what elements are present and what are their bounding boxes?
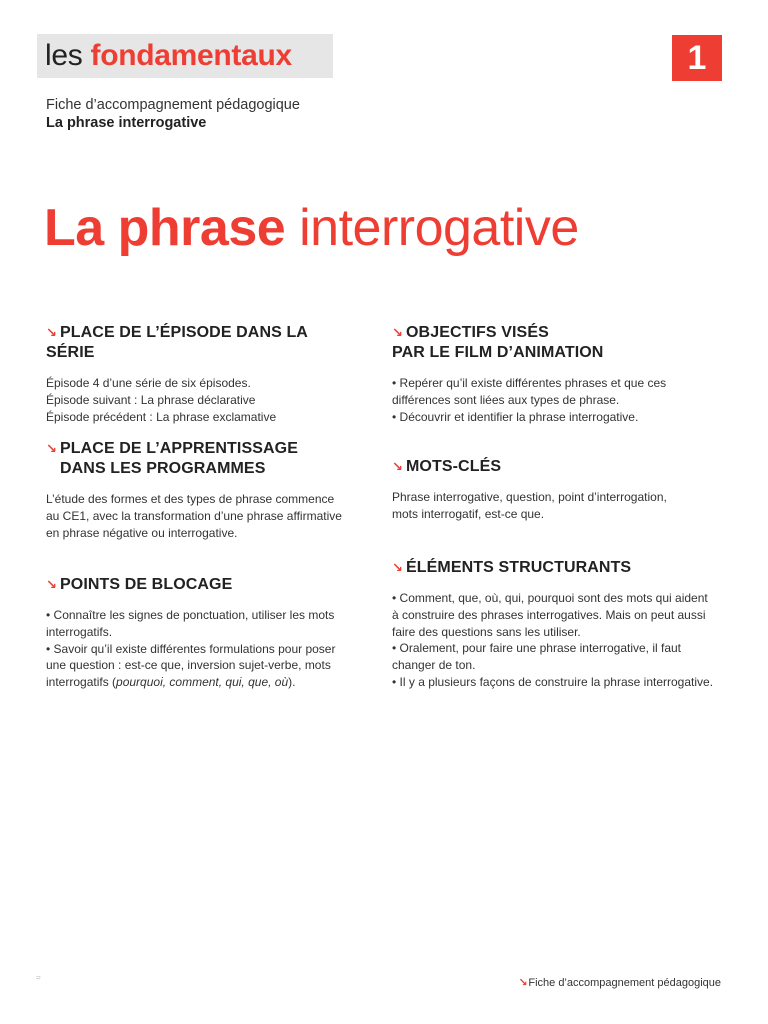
section-heading-text: ÉLÉMENTS STRUCTURANTS: [406, 559, 632, 576]
section-place-apprentissage: [46, 439, 356, 541]
body-line: mots interrogatif, est-ce que.: [392, 506, 545, 521]
section-heading-line1: OBJECTIFS VISÉS: [406, 324, 549, 341]
section-body: [46, 375, 356, 425]
body-line: • Découvrir et identifier la phrase interrogative.: [392, 409, 639, 424]
body-line: L’étude des formes et des types de phrase commence: [46, 492, 335, 506]
body-line: • Il y a plusieurs façons de construire la phrase interrogative.: [392, 674, 714, 689]
section-heading-text: POINTS DE BLOCAGE: [60, 576, 233, 593]
subtitle-line2: La phrase interrogative: [46, 115, 207, 131]
arrow-down-right-icon: ↘: [518, 977, 528, 989]
section-heading: [392, 323, 732, 363]
section-place-episode: [46, 323, 356, 425]
section-heading: [392, 457, 732, 477]
section-heading-line2: DANS LES PROGRAMMES: [60, 460, 266, 477]
section-elements-structurants: [392, 558, 732, 691]
body-line: • Comment, que, où, qui, pourquoi sont des mots qui aident: [392, 591, 708, 605]
section-heading: [46, 439, 356, 479]
page-title: [44, 196, 579, 260]
episode-number-badge: 1: [672, 35, 722, 81]
body-line: Épisode suivant : La phrase déclarative: [46, 392, 256, 407]
section-heading-line1: PLACE DE L’APPRENTISSAGE: [60, 440, 298, 457]
arrow-down-right-icon: ↘: [392, 459, 403, 474]
brand-logo: [37, 34, 333, 78]
section-heading: [392, 558, 732, 578]
section-heading-text: PLACE DE L’ÉPISODE DANS LA SÉRIE: [46, 324, 308, 361]
section-heading: [46, 575, 356, 595]
section-body: [46, 607, 356, 691]
body-line: • Savoir qu’il existe différentes formulations pour poser: [46, 641, 336, 656]
arrow-down-right-icon: ↘: [46, 325, 57, 340]
section-heading: [46, 323, 356, 363]
arrow-down-right-icon: ↘: [46, 577, 57, 592]
page-title-light: interrogative: [285, 199, 579, 257]
section-body: [392, 590, 732, 691]
brand-light-text: les: [45, 39, 91, 72]
body-line: à construire des phrases interrogatives. Mais on peut aussi: [392, 607, 706, 622]
subtitle-line1: Fiche d’accompagnement pédagogique: [46, 97, 300, 113]
body-line: • Oralement, pour faire une phrase interrogative, il faut: [392, 641, 682, 656]
page-mark: fr: [34, 976, 40, 980]
body-line: Phrase interrogative, question, point d’interrogation,: [392, 490, 667, 504]
body-line: une question : est-ce que, inversion sujet-verbe, mots: [46, 658, 331, 673]
section-mots-cles: [392, 457, 732, 523]
body-line: interrogatifs.: [46, 624, 113, 639]
arrow-down-right-icon: ↘: [392, 325, 403, 340]
body-line: faire des questions sans les utiliser.: [392, 624, 581, 639]
section-body: [392, 489, 732, 523]
body-line: • Repérer qu’il existe différentes phrases et que ces: [392, 376, 667, 390]
body-line: • Connaître les signes de ponctuation, utiliser les mots: [46, 608, 335, 622]
section-heading-line2: PAR LE FILM D’ANIMATION: [392, 344, 604, 361]
footer-text: Fiche d’accompagnement pédagogique: [528, 977, 721, 989]
body-line: différences sont liées aux types de phrase.: [392, 392, 620, 407]
section-points-blocage: [46, 575, 356, 691]
body-line: au CE1, avec la transformation d’une phrase affirmative: [46, 508, 342, 523]
body-italic-span: pourquoi, comment, qui, que, où: [116, 675, 289, 690]
body-line: Épisode précédent : La phrase exclamative: [46, 409, 277, 424]
body-line: Épisode 4 d’une série de six épisodes.: [46, 376, 251, 390]
document-subtitle: [46, 96, 300, 132]
body-line: changer de ton.: [392, 658, 476, 673]
section-heading-text: MOTS-CLÉS: [406, 458, 502, 475]
section-body: [392, 375, 732, 425]
body-text-span: ).: [288, 675, 296, 690]
arrow-down-right-icon: ↘: [392, 560, 403, 575]
section-body: [46, 491, 356, 541]
body-line: en phrase négative ou interrogative.: [46, 525, 238, 540]
brand-bold-text: fondamentaux: [90, 39, 292, 72]
body-text-span: interrogatifs (: [46, 675, 117, 690]
arrow-down-right-icon: ↘: [46, 441, 57, 456]
section-objectifs: [392, 323, 732, 425]
page-title-bold: La phrase: [44, 199, 286, 257]
footer: [518, 976, 721, 989]
body-line: [46, 674, 356, 691]
